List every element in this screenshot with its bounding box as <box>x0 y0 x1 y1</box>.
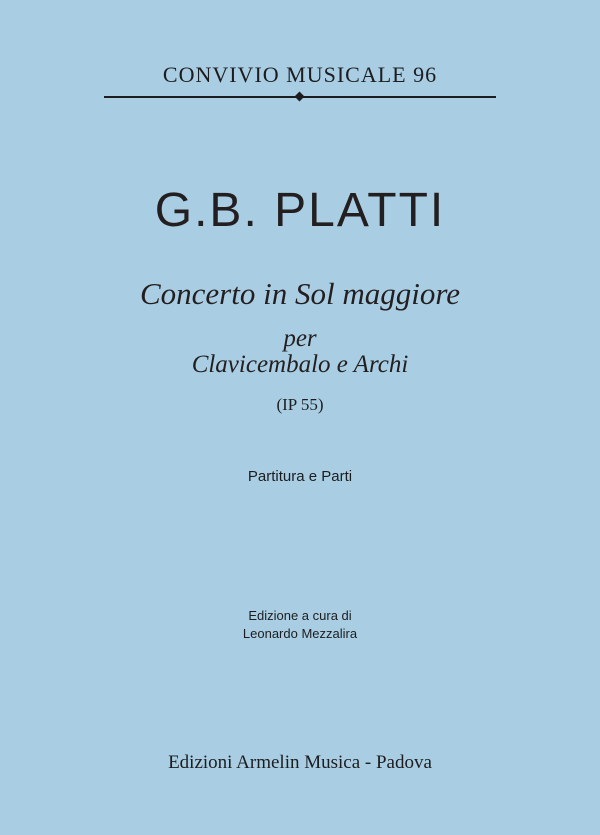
catalog-number: (IP 55) <box>276 395 324 414</box>
work-title-per: per <box>283 325 317 352</box>
editor-name: Leonardo Mezzalira <box>242 626 358 641</box>
work-title: Concerto in Sol maggiore <box>139 276 461 311</box>
composer-name: G.B. PLATTI <box>154 184 446 237</box>
work-instrumentation: Clavicembalo e Archi <box>191 351 409 378</box>
contents-description: Partitura e Parti <box>247 468 353 485</box>
series-title: CONVIVIO MUSICALE 96 <box>162 62 438 87</box>
diamond-ornament-icon <box>295 92 305 102</box>
edition-credit-label: Edizione a cura di <box>248 608 352 623</box>
publisher-name: Edizioni Armelin Musica - Padova <box>168 752 432 773</box>
